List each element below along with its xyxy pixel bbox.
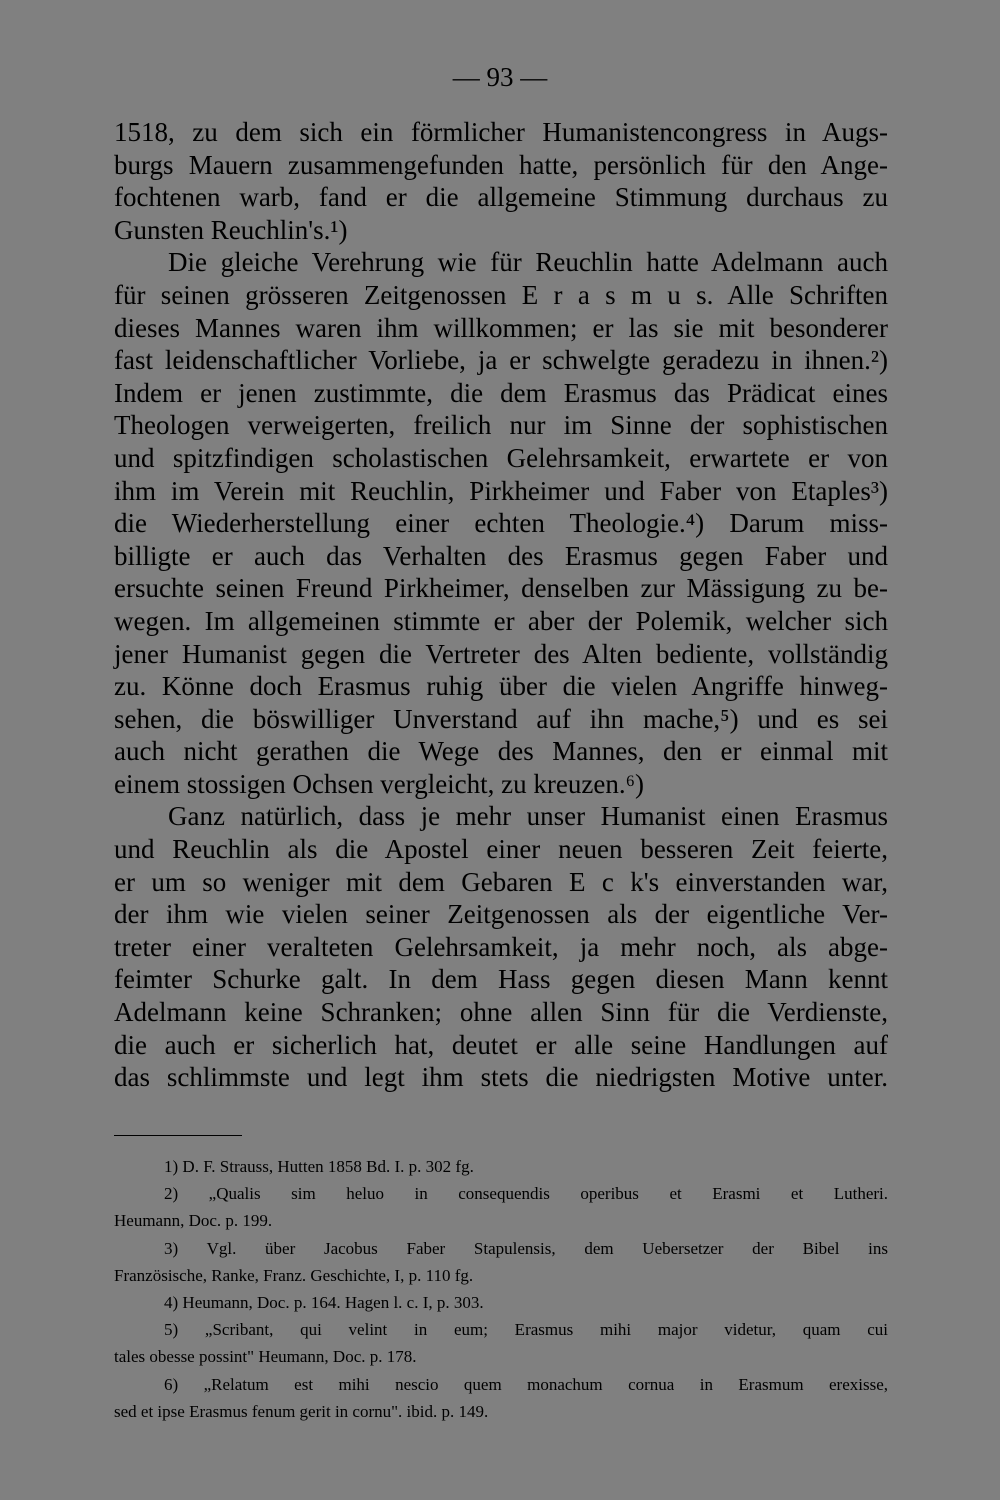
text-line: ihm im Verein mit Reuchlin, Pirkheimer und Faber von Etaples³) — [114, 475, 888, 506]
text-line: zu. Könne doch Erasmus ruhig über die vielen Angriffe hinweg- — [114, 671, 888, 702]
footnote-line: 2) „Qualis sim heluo in consequendis operibus et Erasmi et Lutheri. — [164, 1184, 888, 1204]
text-line: billigte er auch das Verhalten des Erasmus gegen Faber und — [114, 540, 888, 571]
footnote-line: 3) Vgl. über Jacobus Faber Stapulensis, dem Uebersetzer der Bibel ins — [164, 1238, 888, 1258]
text-line: der ihm wie vielen seiner Zeitgenossen als der eigentliche Ver- — [114, 899, 888, 930]
footnote-line: sed et ipse Erasmus fenum gerit in cornu". ibid. p. 149. — [114, 1401, 489, 1421]
text-line: für seinen grösseren Zeitgenossen E r a s m u s. Alle Schriften — [114, 279, 888, 310]
footnote-line: tales obesse possint" Heumann, Doc. p. 178. — [114, 1347, 417, 1367]
text-line: Ganz natürlich, dass je mehr unser Humanist einen Erasmus — [168, 801, 888, 832]
text-line: 1518, zu dem sich ein förmlicher Humanistencongress in Augs- — [114, 117, 888, 147]
text-line: auch nicht gerathen die Wege des Mannes, den er einmal mit — [114, 736, 888, 767]
text-line: fochtenen warb, fand er die allgemeine Stimmung durchaus zu — [114, 182, 888, 213]
text-line: Indem er jenen zustimmte, die dem Erasmus das Prädicat eines — [114, 377, 888, 408]
footnotes — [114, 1153, 888, 1425]
footnote-line: 1) D. F. Strauss, Hutten 1858 Bd. I. p. 302 fg. — [164, 1157, 474, 1176]
text-line: Die gleiche Verehrung wie für Reuchlin hatte Adelmann auch — [168, 247, 888, 278]
page-number: — 93 — — [452, 62, 548, 92]
text-line: fast leidenschaftlicher Vorliebe, ja er schwelgte geradezu in ihnen.²) — [114, 345, 888, 376]
text-line: das schlimmste und legt ihm stets die niedrigsten Motive unter. — [114, 1062, 888, 1093]
text-line: treter einer veralteten Gelehrsamkeit, ja mehr noch, als abge- — [114, 931, 888, 962]
text-line: Adelmann keine Schranken; ohne allen Sinn für die Verdienste, — [114, 997, 888, 1028]
text-line: feimter Schurke galt. In dem Hass gegen diesen Mann kennt — [114, 964, 888, 995]
text-line: er um so weniger mit dem Gebaren E c k's einverstanden war, — [114, 866, 888, 897]
footnote-line: Heumann, Doc. p. 199. — [114, 1211, 273, 1231]
footnote-line: 5) „Scribant, qui velint in eum; Erasmus mihi major videtur, quam cui — [164, 1320, 888, 1340]
footnote-line: 4) Heumann, Doc. p. 164. Hagen l. c. I, p. 303. — [164, 1292, 484, 1312]
text-line: jener Humanist gegen die Vertreter des Alten bediente, vollständig — [114, 638, 888, 669]
text-line: ersuchte seinen Freund Pirkheimer, denselben zur Mässigung zu be- — [114, 573, 888, 604]
text-line: Theologen verweigerten, freilich nur im Sinne der sophistischen — [114, 410, 888, 441]
text-line: dieses Mannes waren ihm willkommen; er las sie mit besonderer — [114, 312, 888, 343]
body-text — [114, 116, 888, 1094]
text-line: Gunsten Reuchlin's.¹) — [114, 214, 348, 245]
text-line: wegen. Im allgemeinen stimmte er aber der Polemik, welcher sich — [114, 605, 888, 636]
footnote-divider — [114, 1135, 242, 1136]
text-line: die auch er sicherlich hat, deutet er alle seine Handlungen auf — [114, 1029, 888, 1060]
text-line: und spitzfindigen scholastischen Gelehrsamkeit, erwartete er von — [114, 442, 888, 473]
footnote-line: Französische, Ranke, Franz. Geschichte, I, p. 110 fg. — [114, 1265, 474, 1285]
text-line: sehen, die böswilliger Unverstand auf ihn mache,⁵) und es sei — [114, 703, 888, 734]
text-line: und Reuchlin als die Apostel einer neuen besseren Zeit feierte, — [114, 834, 888, 865]
text-line: einem stossigen Ochsen vergleicht, zu kreuzen.⁶) — [114, 768, 644, 799]
footnote-line: 6) „Relatum est mihi nescio quem monachum cornua in Erasmum erexisse, — [164, 1374, 888, 1394]
text-line: burgs Mauern zusammengefunden hatte, persönlich für den Ange- — [114, 149, 888, 180]
text-line: die Wiederherstellung einer echten Theologie.⁴) Darum miss- — [114, 508, 888, 539]
